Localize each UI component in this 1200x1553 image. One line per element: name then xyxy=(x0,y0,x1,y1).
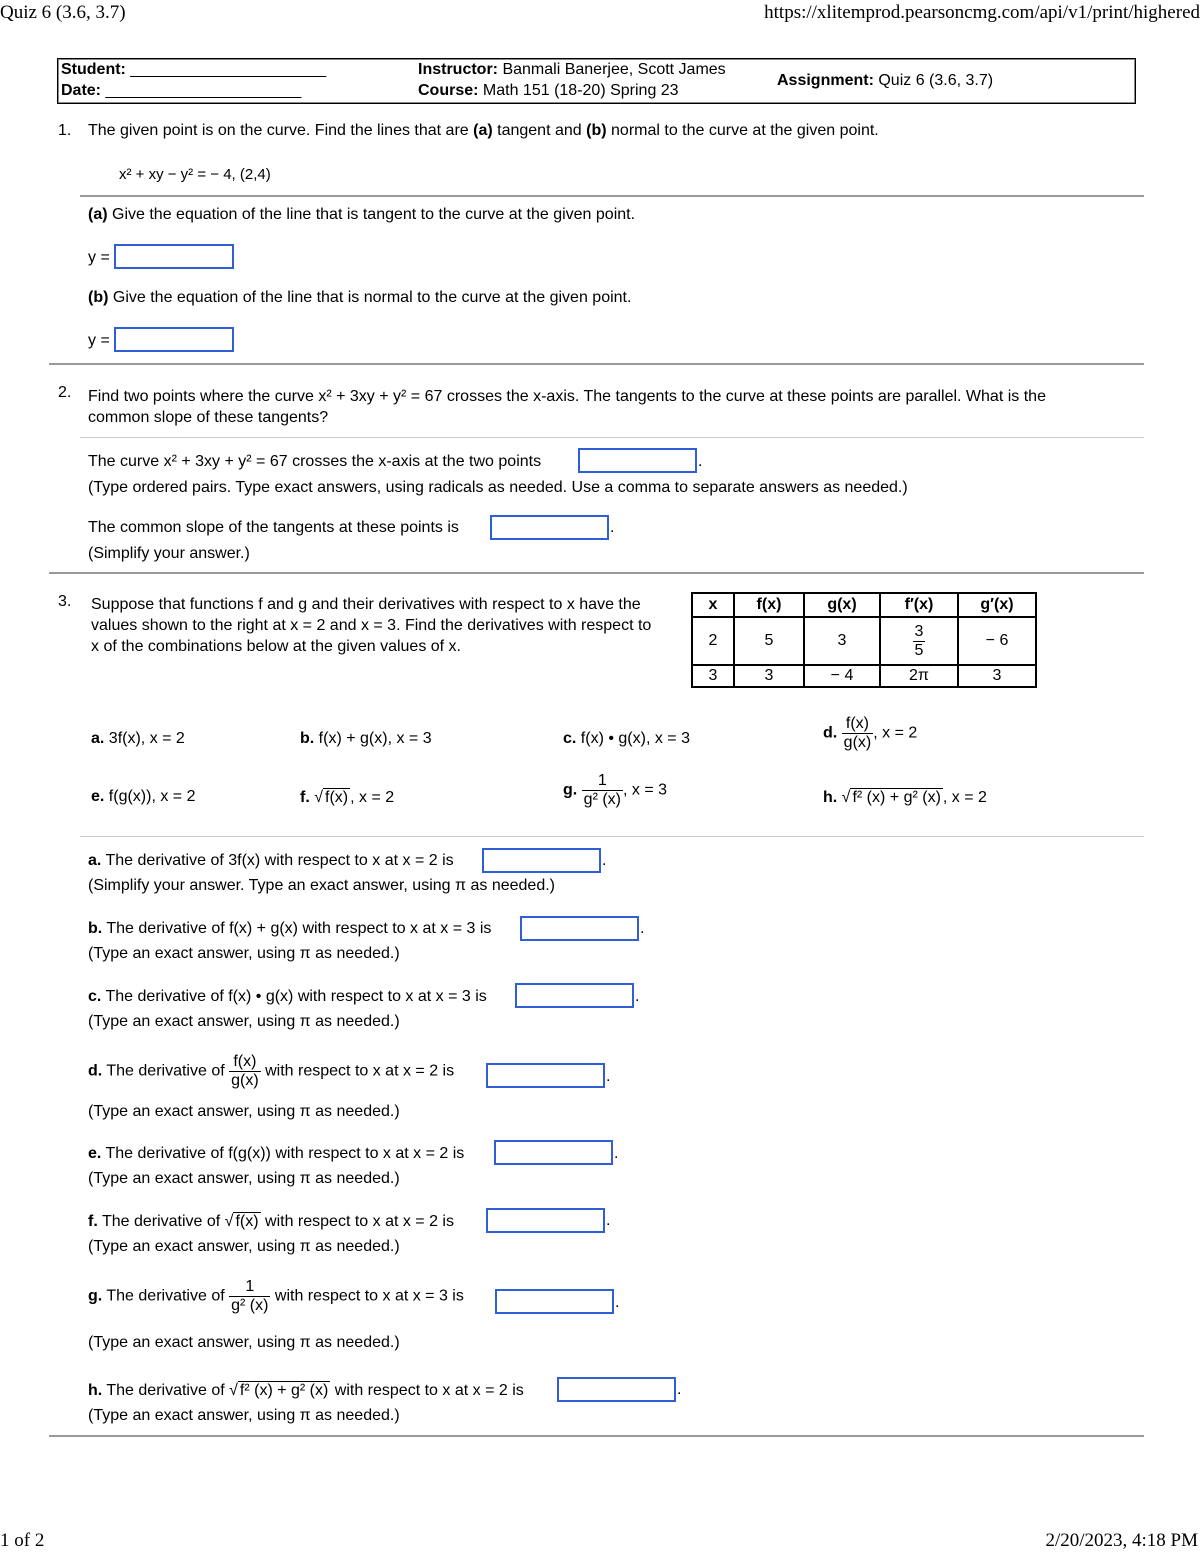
answer-h-label: h. The derivative of √ f² (x) + g² (x) with respect to x at x = 2 is xyxy=(88,1382,524,1399)
table-row xyxy=(692,665,1036,687)
answer-g-hint: (Type an exact answer, using π as needed.) xyxy=(88,1334,400,1351)
period: . xyxy=(635,988,640,1005)
period: . xyxy=(614,1145,619,1162)
q1-normal-answer-input[interactable] xyxy=(114,327,234,352)
period: . xyxy=(610,519,615,536)
answer-e-label: e. The derivative of f(g(x)) with respect to x at x = 2 is xyxy=(88,1145,465,1162)
answer-b-label: b. The derivative of f(x) + g(x) with respect to x at x = 3 is xyxy=(88,920,492,937)
period: . xyxy=(698,453,703,470)
q3-number: 3. xyxy=(58,593,72,610)
item-g: g. $\frac{1}{\text{g² (x)}}$ , x = 3 xyxy=(563,772,668,808)
answer-f-hint: (Type an exact answer, using π as needed.) xyxy=(88,1238,400,1255)
answer-a-hint: (Simplify your answer. Type an exact answer, using π as needed.) xyxy=(88,877,555,894)
item-d: d. $\frac{f(x)}{g(x)}$ , x = 2 xyxy=(823,715,918,751)
divider xyxy=(49,1435,1144,1437)
q1-tangent-answer-input[interactable] xyxy=(114,244,234,269)
answer-f-input[interactable] xyxy=(486,1208,605,1233)
print-url: https://xlitemprod.pearsoncmg.com/api/v1/print/highered xyxy=(764,2,1200,23)
table-row xyxy=(692,617,1036,665)
q1-part-a: (a) Give the equation of the line that is tangent to the curve at the given point. xyxy=(88,206,636,223)
answer-g-label: g. The derivative of $\frac{1}{\text{g² (x)}}$ with respect to x at x = 3 is xyxy=(88,1278,464,1314)
q2-points-input[interactable] xyxy=(578,448,697,473)
item-b: b. f(x) + g(x), x = 3 xyxy=(300,730,432,747)
table-cell: 3 xyxy=(734,665,804,687)
period: . xyxy=(606,1068,611,1085)
col-header: x xyxy=(692,593,734,617)
q3-prompt-line1: Suppose that functions f and g and their derivatives with respect to x have the xyxy=(91,596,641,613)
answer-b-hint: (Type an exact answer, using π as needed.) xyxy=(88,945,400,962)
answer-e-input[interactable] xyxy=(494,1140,613,1165)
q2-prompt-line2: common slope of these tangents? xyxy=(88,409,329,426)
item-c: c. f(x) • g(x), x = 3 xyxy=(563,730,690,747)
q1-number: 1. xyxy=(58,122,72,139)
period: . xyxy=(640,920,645,937)
answer-b-input[interactable] xyxy=(520,916,639,941)
col-header: f(x) xyxy=(734,593,804,617)
answer-c-hint: (Type an exact answer, using π as needed.) xyxy=(88,1013,400,1030)
divider xyxy=(80,437,1144,438)
answer-d-label: d. The derivative of $\frac{f(x)}{g(x)}$ with respect to x at x = 2 is xyxy=(88,1053,455,1089)
table-cell: − 4 xyxy=(804,665,880,687)
table-cell: − 6 xyxy=(958,617,1036,665)
date-line: Date: ______________________ xyxy=(61,82,302,99)
print-page-number: 1 of 2 xyxy=(0,1530,45,1551)
item-f: f. √ f(x) , x = 2 xyxy=(300,789,395,806)
table-cell: 3 xyxy=(958,665,1036,687)
q1-prompt: The given point is on the curve. Find the lines that are (a) tangent and (b) normal to the curve at the given point. xyxy=(88,122,879,139)
student-line: Student: ______________________ xyxy=(61,61,327,78)
divider xyxy=(49,363,1144,365)
assignment-line: Assignment: Quiz 6 (3.6, 3.7) xyxy=(777,72,994,89)
table-cell: 2π xyxy=(880,665,958,687)
col-header: f′(x) xyxy=(880,593,958,617)
fraction: $\frac{3}{5}$ xyxy=(914,622,924,659)
q2-prompt-line1: Find two points where the curve x² + 3xy + y² = 67 crosses the x-axis. The tangents to the curve at these points are parallel. What is the xyxy=(88,388,1046,405)
table-header-row xyxy=(692,593,1036,617)
instructor-line: Instructor: Banmali Banerjee, Scott James xyxy=(418,61,726,78)
item-h: h. √ f² (x) + g² (x) , x = 2 xyxy=(823,789,987,806)
answer-e-hint: (Type an exact answer, using π as needed.) xyxy=(88,1170,400,1187)
q2-points-label: The curve x² + 3xy + y² = 67 crosses the x-axis at the two points xyxy=(88,453,542,470)
print-datetime: 2/20/2023, 4:18 PM xyxy=(1045,1530,1198,1551)
divider xyxy=(80,195,1144,197)
q2-number: 2. xyxy=(58,384,72,401)
answer-c-input[interactable] xyxy=(515,983,634,1008)
divider xyxy=(49,572,1144,574)
q3-prompt-line3: x of the combinations below at the given values of x. xyxy=(91,638,461,655)
period: . xyxy=(602,852,607,869)
table-cell xyxy=(880,617,958,665)
q1-b-y-label: y = xyxy=(88,332,110,349)
answer-f-label: f. The derivative of √ f(x) with respect to x at x = 2 is xyxy=(88,1213,454,1230)
answer-g-input[interactable] xyxy=(495,1289,614,1314)
q2-points-hint: (Type ordered pairs. Type exact answers, using radicals as needed. Use a comma to separate answers as needed.) xyxy=(88,479,908,496)
period: . xyxy=(606,1212,611,1229)
col-header: g(x) xyxy=(804,593,880,617)
q3-prompt-line2: values shown to the right at x = 2 and x = 3. Find the derivatives with respect to xyxy=(91,617,652,634)
item-e: e. f(g(x)), x = 2 xyxy=(91,788,196,805)
values-table xyxy=(691,592,1037,688)
table-cell: 3 xyxy=(692,665,734,687)
period: . xyxy=(615,1294,620,1311)
q1-a-y-label: y = xyxy=(88,249,110,266)
answer-d-hint: (Type an exact answer, using π as needed.) xyxy=(88,1103,400,1120)
q2-slope-input[interactable] xyxy=(490,515,609,540)
q1-equation: x² + xy − y² = − 4, (2,4) xyxy=(119,166,271,183)
answer-c-label: c. The derivative of f(x) • g(x) with respect to x at x = 3 is xyxy=(88,988,487,1005)
item-a: a. 3f(x), x = 2 xyxy=(91,730,185,747)
answer-a-input[interactable] xyxy=(482,848,601,873)
table-cell: 3 xyxy=(804,617,880,665)
period: . xyxy=(677,1381,682,1398)
table-cell: 5 xyxy=(734,617,804,665)
answer-h-hint: (Type an exact answer, using π as needed.) xyxy=(88,1407,400,1424)
q2-slope-label: The common slope of the tangents at these points is xyxy=(88,519,459,536)
table-cell: 2 xyxy=(692,617,734,665)
print-title: Quiz 6 (3.6, 3.7) xyxy=(0,2,126,23)
q1-part-b: (b) Give the equation of the line that is normal to the curve at the given point. xyxy=(88,289,632,306)
course-line: Course: Math 151 (18-20) Spring 23 xyxy=(418,82,679,99)
answer-h-input[interactable] xyxy=(557,1377,676,1402)
divider xyxy=(80,836,1144,837)
col-header: g′(x) xyxy=(958,593,1036,617)
answer-d-input[interactable] xyxy=(486,1063,605,1088)
q2-slope-hint: (Simplify your answer.) xyxy=(88,545,250,562)
answer-a-label: a. The derivative of 3f(x) with respect to x at x = 2 is xyxy=(88,852,454,869)
